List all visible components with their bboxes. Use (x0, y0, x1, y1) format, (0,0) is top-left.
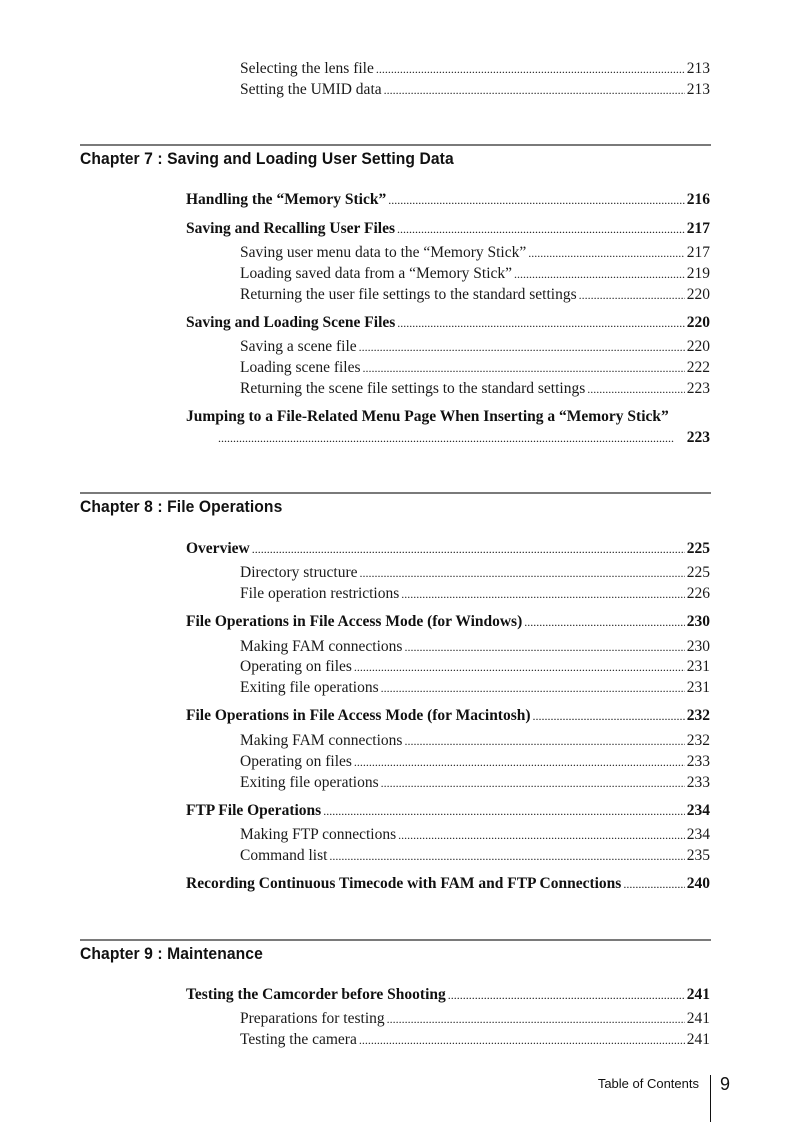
toc-entry[interactable] (240, 1031, 710, 1049)
toc-section-title: Overview (186, 540, 250, 557)
leader-dots (404, 638, 684, 656)
toc-section[interactable] (186, 707, 710, 725)
toc-section[interactable] (186, 540, 710, 558)
toc-section-page: 225 (686, 540, 710, 557)
leader-dots (381, 679, 685, 697)
toc-section-title: File Operations in File Access Mode (for Windows) (186, 613, 523, 630)
leader-dots (384, 81, 685, 99)
toc-entry-title: Returning the user file settings to the standard settings (240, 286, 577, 303)
toc-section-page: 230 (686, 613, 710, 630)
leader-dots (448, 986, 685, 1004)
toc-section[interactable] (186, 408, 710, 426)
toc-entry[interactable] (240, 679, 710, 697)
toc-entry[interactable] (240, 658, 710, 676)
toc-entry[interactable] (240, 60, 710, 78)
toc-entry-page: 223 (686, 380, 710, 397)
leader-dots (514, 265, 685, 283)
toc-section[interactable] (186, 986, 710, 1004)
toc-entry-page: 217 (686, 244, 710, 261)
toc-entry[interactable] (240, 732, 710, 750)
toc-entry-page: 234 (686, 826, 710, 843)
toc-section-page: 220 (686, 314, 710, 331)
leader-dots (329, 847, 684, 865)
toc-section-continuation[interactable] (216, 429, 710, 447)
chapter-divider (80, 939, 711, 941)
toc-entry-title: File operation restrictions (240, 585, 400, 602)
toc-entry-page: 241 (686, 1010, 710, 1027)
toc-section-title: Handling the “Memory Stick” (186, 191, 387, 208)
toc-section[interactable] (186, 875, 710, 893)
leader-dots (524, 613, 685, 631)
toc-entry[interactable] (240, 380, 710, 398)
toc-entry-title: Making FTP connections (240, 826, 397, 843)
chapter-divider (80, 144, 711, 146)
toc-entry-page: 233 (686, 753, 710, 770)
leader-dots (359, 338, 685, 356)
footer-divider (710, 1075, 711, 1122)
toc-entry-page: 213 (686, 81, 710, 98)
toc-section-title: Recording Continuous Timecode with FAM and FTP Connections (186, 875, 622, 892)
toc-entry[interactable] (240, 265, 710, 283)
toc-entry-page: 241 (686, 1031, 710, 1048)
toc-section-page: 234 (686, 802, 710, 819)
toc-entry-title: Operating on files (240, 753, 352, 770)
chapter-title: Chapter 9 : Maintenance (80, 944, 263, 963)
leader-dots (528, 244, 684, 262)
toc-entry-title: Operating on files (240, 658, 352, 675)
leader-dots (323, 802, 685, 820)
toc-entry-title: Returning the scene file settings to the standard settings (240, 380, 586, 397)
toc-entry-page: 225 (686, 564, 710, 581)
toc-entry-title: Directory structure (240, 564, 358, 581)
toc-entry-page: 231 (686, 679, 710, 696)
toc-section-page: 232 (686, 707, 710, 724)
toc-section-title: Saving and Recalling User Files (186, 220, 395, 237)
toc-section-title: Jumping to a File-Related Menu Page When Inserting a “Memory Stick” (186, 408, 669, 425)
leader-dots (218, 429, 685, 447)
toc-entry-page: 213 (686, 60, 710, 77)
toc-entry-page: 235 (686, 847, 710, 864)
toc-entry[interactable] (240, 244, 710, 262)
toc-section-title: Testing the Camcorder before Shooting (186, 986, 446, 1003)
toc-entry-title: Setting the UMID data (240, 81, 382, 98)
toc-entry-title: Saving a scene file (240, 338, 357, 355)
chapter-title: Chapter 8 : File Operations (80, 497, 283, 516)
leader-dots (397, 220, 685, 238)
toc-entry-title: Preparations for testing (240, 1010, 385, 1027)
toc-entry-page: 220 (686, 286, 710, 303)
toc-section-title: Saving and Loading Scene Files (186, 314, 396, 331)
leader-dots (404, 732, 684, 750)
toc-entry-title: Loading scene files (240, 359, 361, 376)
footer-section-label: Table of Contents (597, 1076, 699, 1091)
toc-entry-title: Exiting file operations (240, 774, 379, 791)
toc-section-page: 216 (686, 191, 710, 208)
toc-entry-page: 231 (686, 658, 710, 675)
leader-dots (623, 875, 684, 893)
leader-dots (363, 359, 685, 377)
page-number: 9 (720, 1074, 731, 1094)
toc-entry-title: Making FAM connections (240, 638, 403, 655)
toc-entry-page: 219 (686, 265, 710, 282)
toc-entry-page: 230 (686, 638, 710, 655)
leader-dots (387, 1010, 685, 1028)
toc-entry[interactable] (240, 286, 710, 304)
toc-entry-title: Selecting the lens file (240, 60, 374, 77)
toc-section[interactable] (186, 314, 710, 332)
chapter-title: Chapter 7 : Saving and Loading User Setting Data (80, 149, 454, 168)
toc-entry-page: 232 (686, 732, 710, 749)
leader-dots (376, 60, 685, 78)
toc-entry[interactable] (240, 564, 710, 582)
toc-section[interactable] (186, 220, 710, 238)
leader-dots (579, 286, 685, 304)
toc-entry[interactable] (240, 774, 710, 792)
toc-entry[interactable] (240, 638, 710, 656)
toc-section-title: File Operations in File Access Mode (for Macintosh) (186, 707, 531, 724)
toc-entry-title: Making FAM connections (240, 732, 403, 749)
leader-dots (360, 564, 685, 582)
leader-dots (397, 314, 684, 332)
toc-entry[interactable] (240, 847, 710, 865)
toc-entry-page: 222 (686, 359, 710, 376)
toc-entry-title: Exiting file operations (240, 679, 379, 696)
toc-entry-page: 226 (686, 585, 710, 602)
toc-entry[interactable] (240, 81, 710, 99)
toc-section-page: 217 (686, 220, 710, 237)
toc-entry-title: Saving user menu data to the “Memory Stick” (240, 244, 527, 261)
toc-entry[interactable] (240, 585, 710, 603)
leader-dots (381, 774, 685, 792)
toc-entry[interactable] (240, 1010, 710, 1028)
leader-dots (398, 826, 685, 844)
toc-entry[interactable] (240, 359, 710, 377)
toc-entry-title: Testing the camera (240, 1031, 357, 1048)
toc-entry-page: 233 (686, 774, 710, 791)
leader-dots (354, 658, 685, 676)
toc-section[interactable] (186, 613, 710, 631)
toc-section-title: FTP File Operations (186, 802, 322, 819)
toc-entry[interactable] (240, 826, 710, 844)
leader-dots (252, 540, 685, 558)
leader-dots (359, 1031, 685, 1049)
toc-entry-title: Loading saved data from a “Memory Stick” (240, 265, 513, 282)
leader-dots (401, 585, 684, 603)
toc-entry-title: Command list (240, 847, 328, 864)
toc-section[interactable] (186, 802, 710, 820)
chapter-divider (80, 492, 711, 494)
leader-dots (354, 753, 685, 771)
toc-section[interactable] (186, 191, 710, 209)
leader-dots (388, 191, 685, 209)
toc-entry-page: 220 (686, 338, 710, 355)
toc-section-page: 223 (686, 429, 710, 446)
toc-section-page: 240 (686, 875, 710, 892)
toc-entry[interactable] (240, 338, 710, 356)
toc-section-page: 241 (686, 986, 710, 1003)
leader-dots (533, 707, 685, 725)
leader-dots (587, 380, 685, 398)
toc-entry[interactable] (240, 753, 710, 771)
